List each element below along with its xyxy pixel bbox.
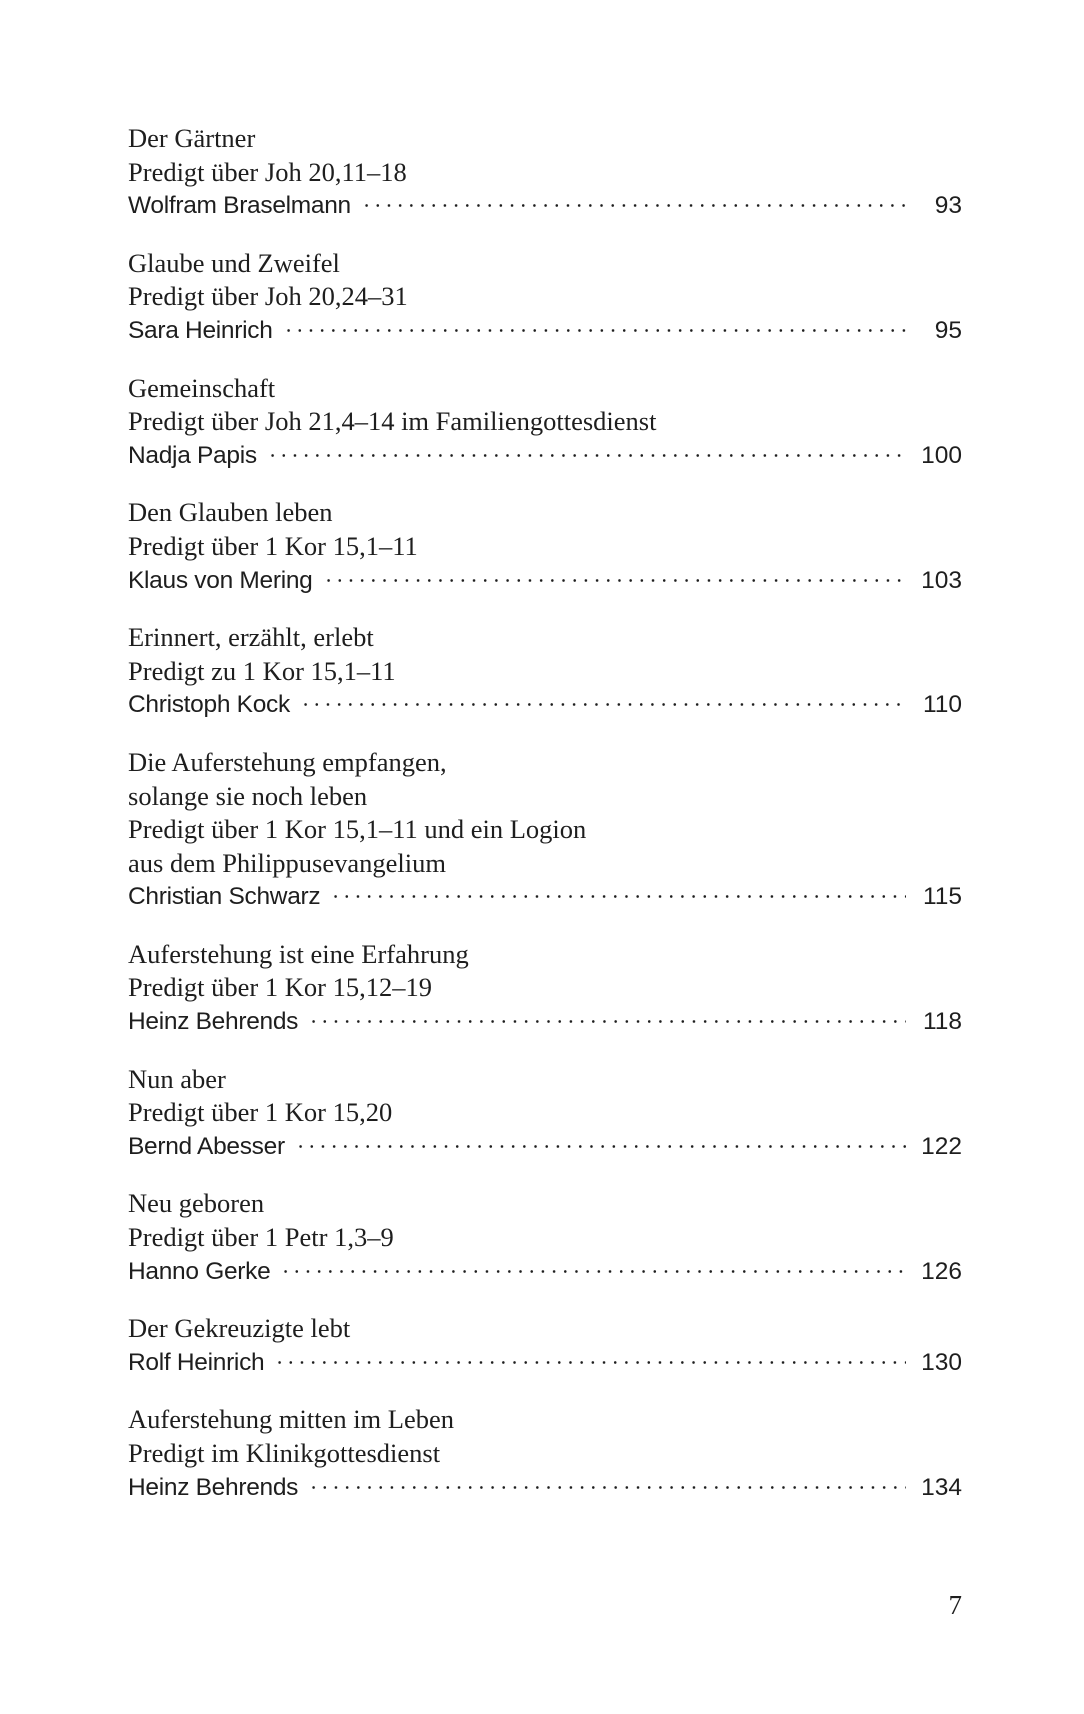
entry-subtitle-line: Predigt über 1 Kor 15,20 (128, 1097, 393, 1128)
table-of-contents (128, 122, 962, 1528)
entry-title: Den Glauben leben (128, 497, 333, 528)
entry-title: Erinnert, erzählt, erlebt (128, 622, 374, 653)
author-row (128, 314, 962, 348)
entry-title: Glaube und Zweifel (128, 247, 340, 278)
dot-leader (330, 895, 906, 898)
dot-leader (308, 1486, 906, 1489)
dot-leader (274, 1361, 906, 1364)
entry-page-number: 118 (922, 1008, 962, 1036)
entry-author: Hanno Gerke (128, 1257, 271, 1285)
author-row (128, 189, 962, 223)
entry-title: Der Gekreuzigte lebt (128, 1313, 351, 1344)
entry-author: Bernd Abesser (128, 1132, 285, 1160)
author-row (128, 1346, 962, 1380)
entry-title: Die Auferstehung empfangen, (128, 746, 447, 777)
toc-entry (128, 372, 962, 473)
entry-page-number: 115 (922, 883, 962, 911)
entry-author: Christian Schwarz (128, 883, 321, 911)
entry-subtitle-line: aus dem Philippusevangelium (128, 847, 446, 878)
entry-subtitle-line: Predigt im Klinikgottesdienst (128, 1438, 441, 1468)
entry-page-number: 93 (934, 192, 962, 220)
entry-page-number: 103 (921, 566, 962, 594)
entry-author: Heinz Behrends (128, 1473, 299, 1501)
author-row (128, 1255, 962, 1289)
dot-leader (283, 329, 906, 332)
entry-subtitle-line: Predigt zu 1 Kor 15,1–11 (128, 655, 396, 686)
toc-entry (128, 1312, 962, 1379)
toc-entry (128, 1063, 962, 1164)
entry-subtitle-line: Predigt über 1 Kor 15,1–11 (128, 530, 418, 561)
page-number: 7 (948, 1590, 962, 1620)
entry-page-number: 95 (934, 316, 962, 344)
entry-page-number: 134 (921, 1473, 962, 1501)
toc-entry (128, 621, 962, 722)
toc-entry (128, 1187, 962, 1288)
dot-leader (280, 1270, 906, 1273)
toc-entry (128, 938, 962, 1039)
entry-title: Neu geboren (128, 1188, 265, 1219)
entry-title: Nun aber (128, 1063, 226, 1094)
entry-author: Heinz Behrends (128, 1008, 299, 1036)
toc-entry (128, 496, 962, 597)
entry-page-number: 122 (921, 1132, 962, 1160)
entry-page-number: 126 (921, 1257, 962, 1285)
entry-subtitle-line: solange sie noch leben (128, 780, 368, 811)
author-row (128, 688, 962, 722)
author-row (128, 1471, 962, 1505)
entry-subtitle-line: Predigt über 1 Kor 15,1–11 und ein Logion (128, 814, 587, 845)
dot-leader (300, 703, 906, 706)
entry-author: Sara Heinrich (128, 316, 273, 344)
entry-title: Gemeinschaft (128, 372, 276, 403)
toc-entry (128, 122, 962, 223)
entry-subtitle-line: Predigt über 1 Kor 15,12–19 (128, 972, 432, 1003)
entry-title: Auferstehung mitten im Leben (128, 1404, 455, 1435)
entry-author: Klaus von Mering (128, 566, 313, 594)
toc-entry (128, 247, 962, 348)
entry-page-number: 130 (921, 1348, 962, 1376)
entry-subtitle-line: Predigt über Joh 20,11–18 (128, 156, 407, 187)
toc-entry (128, 746, 962, 914)
author-row (128, 439, 962, 473)
entry-author: Christoph Kock (128, 691, 290, 719)
dot-leader (308, 1020, 906, 1023)
dot-leader (295, 1145, 906, 1148)
entry-title: Der Gärtner (128, 123, 256, 153)
entry-title: Auferstehung ist eine Erfahrung (128, 938, 469, 969)
author-row (128, 1130, 962, 1164)
dot-leader (267, 454, 906, 457)
entry-page-number: 100 (921, 441, 962, 469)
entry-author: Wolfram Braselmann (128, 192, 351, 220)
entry-subtitle-line: Predigt über Joh 20,24–31 (128, 281, 408, 312)
entry-author: Rolf Heinrich (128, 1348, 265, 1376)
author-row (128, 1005, 962, 1039)
author-row (128, 880, 962, 914)
dot-leader (361, 204, 906, 207)
entry-subtitle-line: Predigt über Joh 21,4–14 im Familiengottesdienst (128, 406, 657, 437)
author-row (128, 564, 962, 598)
entry-page-number: 110 (922, 691, 962, 719)
dot-leader (323, 579, 907, 582)
entry-author: Nadja Papis (128, 441, 257, 469)
entry-subtitle-line: Predigt über 1 Petr 1,3–9 (128, 1222, 394, 1253)
toc-entry (128, 1403, 962, 1504)
